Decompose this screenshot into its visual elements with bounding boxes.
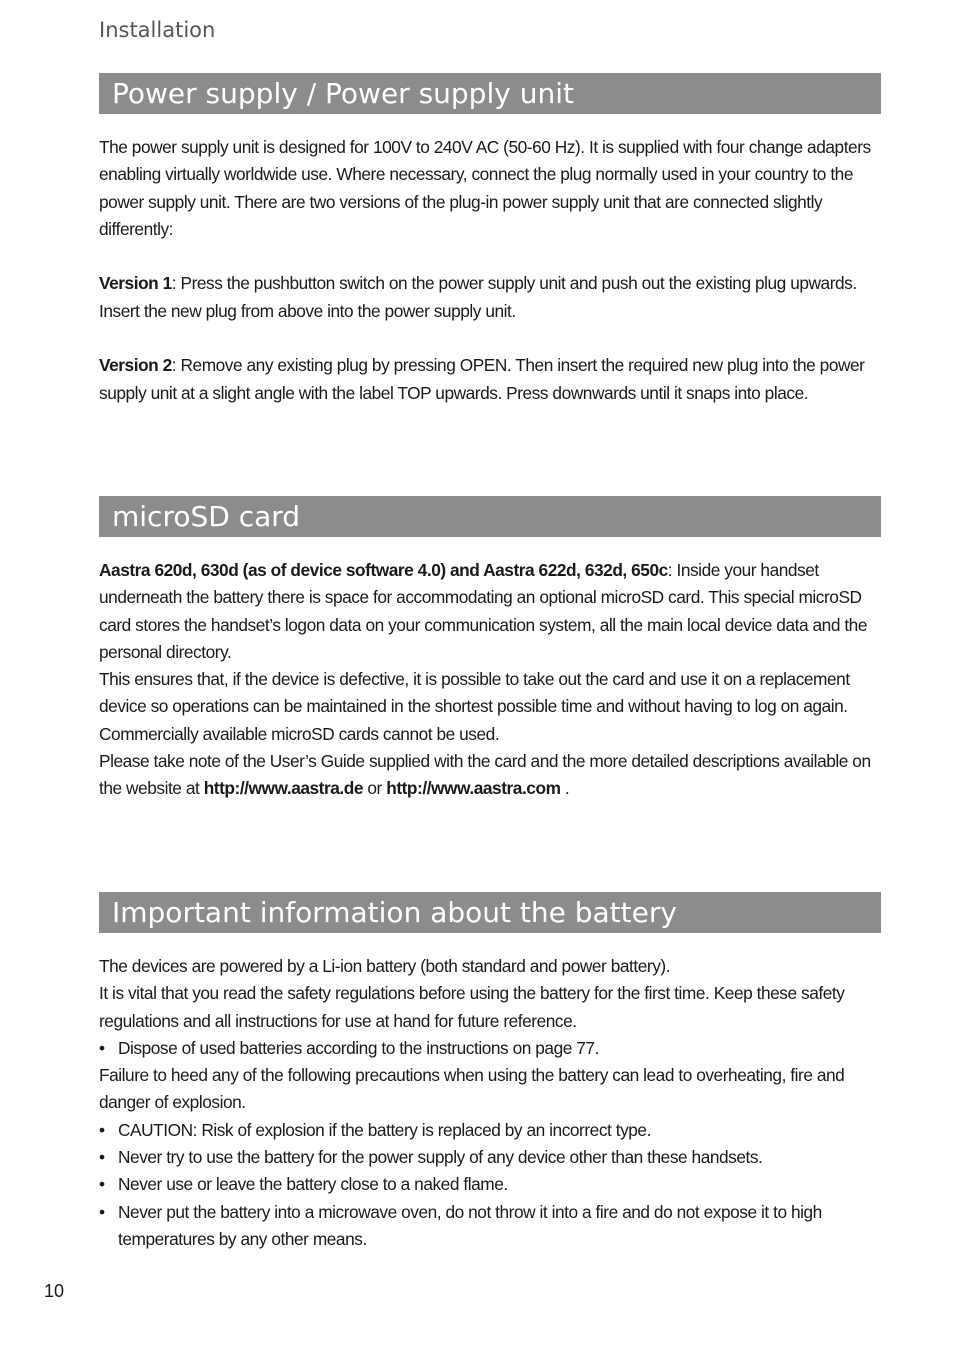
list-item-text: Never use or leave the battery close to a naked flame. (118, 1174, 508, 1195)
list-item (99, 1199, 889, 1254)
section-title-battery: Important information about the battery (99, 892, 881, 933)
section-title-power-supply: Power supply / Power supply unit (99, 73, 881, 114)
microsd-models-label: Aastra 620d, 630d (as of device software 4.0) and Aastra 622d, 632d, 650c (99, 560, 668, 580)
microsd-website-paragraph (99, 748, 889, 803)
battery-intro: The devices are powered by a Li-ion battery (both standard and power battery). (99, 956, 671, 976)
list-item (99, 1117, 889, 1144)
section-title-microsd: microSD card (99, 496, 881, 537)
list-item (99, 1035, 889, 1062)
running-head: Installation (99, 18, 216, 42)
battery-warning-paragraph: Failure to heed any of the following precautions when using the battery can lead to overheating, fire and danger of explosion. (99, 1065, 845, 1113)
bullet-icon: • (99, 1147, 105, 1168)
list-item-text: Never put the battery into a microwave oven, do not throw it into a fire and do not expose it to high temperatures by any other means. (118, 1201, 822, 1249)
version-1-paragraph (99, 270, 889, 325)
version-2-text: : Remove any existing plug by pressing OPEN. Then insert the required new plug into the power supply unit at a slight angle with the label TOP upwards. Press downwards until it snaps into place. (99, 355, 865, 403)
link-aastra-de[interactable]: http://www.aastra.de (203, 778, 364, 799)
microsd-models-paragraph (99, 557, 889, 666)
bullet-icon: • (99, 1037, 105, 1058)
list-item (99, 1171, 889, 1198)
power-supply-intro: The power supply unit is designed for 100V to 240V AC (50-60 Hz). It is supplied with four change adapters enabling virtually worldwide use. Where necessary, connect the plug normally used in your country to the power supply unit. There are two versions of the plug-in power supply unit that are connected slightly differently: (99, 137, 871, 239)
battery-safety-paragraph: It is vital that you read the safety regulations before using the battery for the first time. Keep these safety regulations and all instructions for use at hand for future reference. (99, 983, 845, 1031)
list-item-text: Never try to use the battery for the power supply of any device other than these handsets. (118, 1147, 763, 1168)
link-aastra-com[interactable]: http://www.aastra.com (386, 778, 561, 799)
section-body-battery (99, 953, 889, 1253)
section-body-microsd (99, 557, 889, 803)
microsd-defect-paragraph: This ensures that, if the device is defective, it is possible to take out the card and use it on a replacement device so operations can be maintained in the shortest possible time and without having to log on again. (99, 669, 850, 717)
version-2-paragraph (99, 352, 889, 407)
microsd-commercial-paragraph: Commercially available microSD cards cannot be used. (99, 723, 500, 744)
list-item-text: CAUTION: Risk of explosion if the battery is replaced by an incorrect type. (118, 1119, 651, 1140)
end-text: . (560, 778, 570, 799)
version-1-label: Version 1 (99, 273, 172, 294)
section-body-power-supply (99, 134, 889, 407)
list-item-text: Dispose of used batteries according to the instructions on page 77. (118, 1037, 599, 1058)
list-item (99, 1144, 889, 1171)
version-1-text: : Press the pushbutton switch on the power supply unit and push out the existing plug upwards. Insert the new plug from above into the power supply unit. (99, 273, 857, 321)
or-text: or (363, 778, 387, 799)
bullet-icon: • (99, 1201, 105, 1222)
page-number: 10 (44, 1281, 65, 1301)
version-2-label: Version 2 (99, 355, 172, 376)
microsd-models-text: : Inside your handset underneath the battery there is space for accommodating an optional microSD card. This special microSD card stores the handset’s logon data on your communication system, all the main local device data and the personal directory. (99, 560, 867, 662)
bullet-icon: • (99, 1174, 105, 1195)
microsd-website-text: Please take note of the User’s Guide supplied with the card and the more detailed descriptions available on the website at (99, 751, 871, 799)
bullet-icon: • (99, 1119, 105, 1140)
